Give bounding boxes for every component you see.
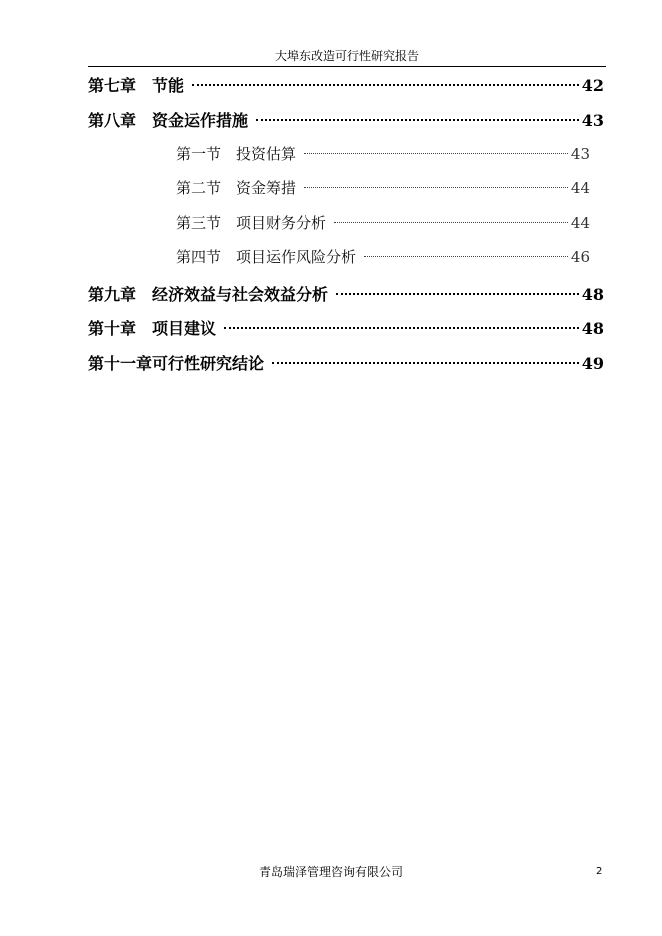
toc-leader-dots [272,362,579,364]
toc-leader-dots [334,222,568,223]
toc-entry-chapter-9[interactable] [88,282,604,304]
toc-entry-title: 第九章 经济效益与社会效益分析 [88,285,329,304]
toc-entry-section-1[interactable] [176,143,590,165]
page-number: 2 [596,866,603,877]
toc-page-number: 44 [570,214,590,232]
toc-entry-chapter-8[interactable] [88,108,604,130]
toc-leader-dots [256,119,579,121]
toc-entry-chapter-11[interactable] [88,351,604,373]
toc-entry-title: 第十一章可行性研究结论 [88,354,265,373]
header-rule [88,66,606,67]
toc-entry-section-4[interactable] [176,246,590,268]
toc-entry-chapter-7[interactable] [88,73,604,95]
page-header: 大埠东改造可行性研究报告 [274,49,419,63]
toc-entry-title: 第二节 资金筹措 [176,179,297,197]
toc-page-number: 43 [581,111,604,130]
toc-entry-title: 第四节 项目运作风险分析 [176,248,357,266]
toc-leader-dots [336,293,579,295]
toc-entry-title: 第八章 资金运作措施 [88,111,249,130]
toc-page-number: 44 [570,179,590,197]
toc-page-number: 46 [570,248,590,266]
toc-entry-section-3[interactable] [176,212,590,234]
toc-entry-title: 第一节 投资估算 [176,145,297,163]
toc-page-number: 48 [581,285,604,304]
page-footer-company: 青岛瑞泽管理咨询有限公司 [258,865,403,879]
toc-page-number: 42 [581,76,604,95]
toc-entry-title: 第七章 节能 [88,76,185,95]
toc-entry-chapter-10[interactable] [88,316,604,338]
toc-leader-dots [192,84,579,86]
toc-leader-dots [304,187,568,188]
toc-page-number: 48 [581,319,604,338]
toc-leader-dots [224,327,579,329]
toc-page-number: 43 [570,145,590,163]
toc-entry-title: 第十章 项目建议 [88,319,217,338]
toc-leader-dots [304,153,568,154]
toc-entry-section-2[interactable] [176,177,590,199]
toc-entry-title: 第三节 项目财务分析 [176,214,327,232]
toc-page-number: 49 [581,354,604,373]
toc-leader-dots [364,256,568,257]
